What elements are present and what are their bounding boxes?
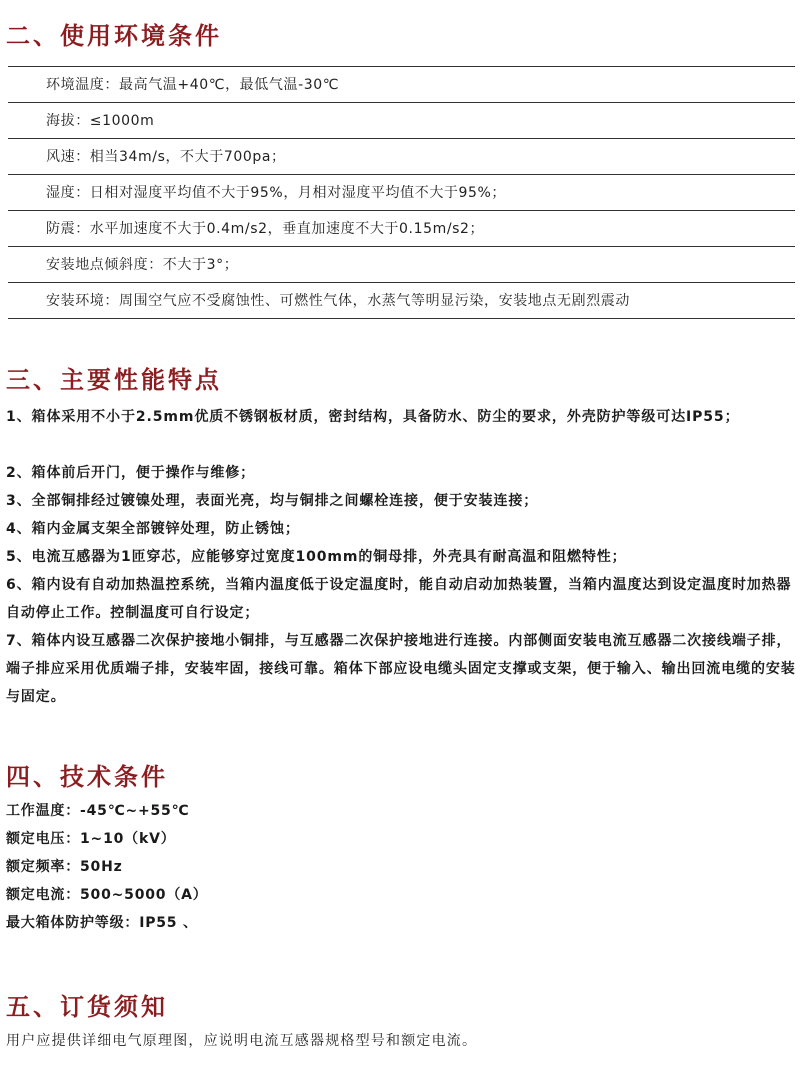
env-row-inclination: 安装地点倾斜度：不大于3°；	[8, 246, 795, 282]
env-row-altitude: 海拔：≤1000m	[8, 102, 795, 138]
feature-item-3: 3、全部铜排经过镀镍处理，表面光亮，均与铜排之间螺栓连接，便于安装连接；	[6, 493, 539, 509]
feature-item-2: 2、箱体前后开门，便于操作与维修；	[6, 465, 256, 481]
tech-operating-temperature: 工作温度：-45℃~+55℃	[6, 803, 190, 819]
ordering-notice-text: 用户应提供详细电气原理图，应说明电流互感器规格型号和额定电流。	[6, 1033, 478, 1049]
section-2-title: 二、使用环境条件	[6, 22, 222, 50]
section-3-title: 三、主要性能特点	[6, 366, 222, 394]
environment-conditions-table	[8, 66, 795, 319]
section-4-title: 四、技术条件	[6, 763, 168, 791]
env-row-seismic: 防震：水平加速度不大于0.4m/s2，垂直加速度不大于0.15m/s2；	[8, 210, 795, 246]
env-row-humidity: 湿度：日相对湿度平均值不大于95%，月相对湿度平均值不大于95%；	[8, 174, 795, 210]
tech-rated-current: 额定电流：500~5000（A）	[6, 887, 208, 903]
feature-item-4: 4、箱内金属支架全部镀锌处理，防止锈蚀；	[6, 521, 300, 537]
env-row-temperature: 环境温度：最高气温+40℃，最低气温-30℃	[8, 66, 795, 102]
feature-item-7: 7、箱体内设互感器二次保护接地小铜排，与互感器二次保护接地进行连接。内部侧面安装电流互感器二次接线端子排，端子排应采用优质端子排，安装牢固，接线可靠。箱体下部应设电缆头固定支撑或支架，便于输入、输出回流电缆的安装与固定。	[6, 633, 796, 705]
feature-item-5: 5、电流互感器为1匝穿芯，应能够穿过宽度100mm的铜母排，外壳具有耐高温和阻燃特性；	[6, 549, 627, 565]
section-5-title: 五、订货须知	[6, 993, 168, 1021]
tech-rated-frequency: 额定频率：50Hz	[6, 859, 123, 875]
env-row-installation-environment: 安装环境：周围空气应不受腐蚀性、可燃性气体，水蒸气等明显污染，安装地点无剧烈震动	[8, 282, 795, 319]
tech-rated-voltage: 额定电压：1~10（kV）	[6, 831, 176, 847]
env-row-wind-speed: 风速：相当34m/s，不大于700pa；	[8, 138, 795, 174]
feature-item-1: 1、箱体采用不小于2.5mm优质不锈钢板材质，密封结构，具备防水、防尘的要求，外壳防护等级可达IP55；	[6, 409, 740, 425]
tech-protection-rating: 最大箱体防护等级：IP55 、	[6, 915, 198, 931]
feature-item-6: 6、箱内设有自动加热温控系统，当箱内温度低于设定温度时，能自动启动加热装置，当箱内温度达到设定温度时加热器自动停止工作。控制温度可自行设定；	[6, 577, 792, 621]
